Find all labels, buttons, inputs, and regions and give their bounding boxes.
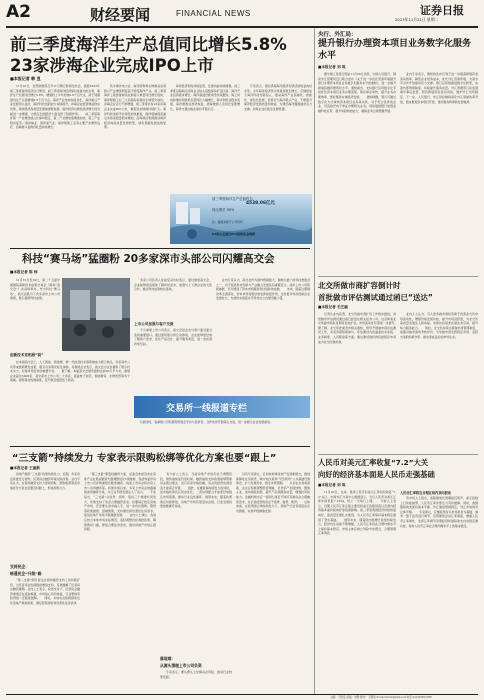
bottom-body-col1: 房地产融资“三支箭”政策持续发力。近期，多家房企获批发行债券，民营房企融资环境边际改善。业内专家认为，在保持融资支持力度的同时，限购松绑等需求端优化方案也需要及时跟上，形成政策合力。	[10, 472, 80, 490]
divider	[318, 276, 478, 277]
lead-headline: 前三季度海洋生产总值同比增长5.8%	[10, 35, 287, 54]
lead-body-col4: 专家表示，第四季度海洋经济有望延续恢复向好态势，全年海洋经济预计将保持稳定增长。应继续加大海洋科技创新投入，推动海洋产业高端化、智能化、绿色化发展，培育壮大海洋新兴产业，不断提升海洋经济发展质量和效益，为建设海洋强国提供有力支撑。涉海企业应抓住发展机遇。	[244, 84, 312, 111]
page-code: A2	[6, 2, 31, 22]
bottom-headline: “三支箭”持续发力 专家表示限购松绑等优化方案也要“跟上”	[12, 453, 277, 464]
bottom-body-col4: 另有专家建议，应加快构建房地产发展新模式，推进保障性住房建设、城中村改造和“平急两用”公共基础设施建设，扩大有效需求，稳定市场预期。 从房企自身角度看，企业应积极调整经营策略，优化资产负债结构，聚焦主业，加快销售回款，提升产品和服务质量，增强抗风险能力。金融机构也应一视同仁满足不同所有制房企合理融资需求，对正常经营的房企不惜贷、抽贷、断贷。 总体来看，在政策组合拳持续发力下，房地产行业有望逐步走出困境，实现平稳健康发展。	[236, 472, 310, 513]
bottom-body-col1b: “第二支箭”即民营企业债券融资支持工具持续扩容，为民营房企发债提供增信支持，有效缓解了民营房企融资难题。业内人士表示，政策支持下，民营房企融资渠道正在逐步畅通，市场信心有所恢复，行业整体风险得到一定程度缓释。 同时，多地也在积极探索优化房地产调控政策，满足居民刚性和改善性住房需求。	[10, 578, 80, 605]
center-body-col2: 多家公司负责人在接受采访时表示，通过参加高交会，企业能够更直观地了解市场需求，加强与上下游企业的交流合作，推动科技成果转化落地。	[134, 278, 212, 292]
story2-body-col1: 记者从业内获悉，北交所做市商扩容工作稳步推进，首批做市评估测试通过函已经送达相关证券公司。这意味着北交所做市商队伍即将迎来扩容，市场流动性有望进一步提升。 据了解，北交所此前发布相关通知，组织开展做市商评估测试工作，多家券商积极参与。评估测试内容涵盖技术系统、业务制度、人员配备等方面。通过测试的机构将按程序申请成为北交所做市商。	[318, 312, 396, 344]
chart-note-2: 64家企业通过IPO募集资金规模	[212, 232, 256, 236]
chart-growth: 同比增长 35%	[212, 208, 235, 212]
header-rule	[6, 26, 478, 28]
chart-value: 4538.06亿元	[246, 201, 275, 206]
chart-caption: 前三季度海洋生产总值约为	[212, 197, 253, 201]
sub-heading-2: 从源头清理上市公司负资	[160, 663, 202, 668]
sub-heading: 上市公司加强与客户交流	[134, 322, 174, 326]
footer-editor-line: 主编：于德良 责编：刘慧 制作：王敬涛 E-mail:zmzx@zqrb.net 电话 010-83251785	[330, 696, 432, 699]
lead-body-col3: 海洋经济韧性持续显现，发展动能持续增强。前三季度沿海地区涉海企业信心指数保持扩张区间，海洋产业投资稳步增长，海洋基础设施建设持续推进。海上风电新增并网装机容量同比大幅增长，海水利用业稳步发展，海洋旅游业加快恢复，滨海旅游人次同比显著增长。海洋交通运输业保持平稳运行。	[170, 84, 240, 111]
center-body-col3: 业内专家认为，高交会作为国内规模最大、影响力最广的科技类展会之一，对于促进科技创新与产业融合发展具有重要意义。深市上市公司积极参展，充分展现了资本市场服务科技创新的成效。 未来，随着注册制改革全面深化，资本市场将更好地发挥枢纽作用，支持更多科技创新企业发展壮大，为加快实现高水平科技自立自强贡献力量。	[216, 278, 310, 301]
banner	[134, 396, 310, 418]
story2-headline-2: 首批做市评估测试通过函已“送达”	[318, 293, 433, 302]
divider	[314, 28, 315, 694]
center-body-col1b: 在本届高交会上，人工智能、新能源、新一代信息技术等领域成为展示焦点。多家深市公司带来最新研发成果，吸引众多观众驻足体验。有参展企业表示，高交会为企业提供了展示技术实力、对接市场需求的重要平台。 据了解，本届高交会展览面积达到50万平方米，参展企业超过5000家，其中深市上市公司二十余家，涵盖电子信息、智能制造、生物医药等多个领域。现场观众热情高涨，签约项目数量创下新高。	[10, 360, 130, 383]
masthead: 证券日报	[420, 4, 464, 17]
bottom-byline: ■本报记者 王丽新	[10, 466, 40, 470]
center-body-col1: 11月15日至19日，第二十五届中国国际高新技术成果交易会（简称“高交会”）在深圳举办。作为科技“赛马场”，高交会吸引了众多深市上市公司参展，展示最新科技成果。	[10, 278, 60, 301]
center-body-col2b: 不少参展上市公司表示，高交会是企业与客户面对面交流的重要窗口。通过现场展示和互动体验，企业能够更好地了解客户需求，优化产品设计，提升服务质量，进一步拓展市场空间。	[134, 328, 212, 346]
center-body-col4: 与此同时，各参展公司积极利用展会平台与投资者、合作伙伴开展深入交流，进一步展示企业发展前景。	[134, 420, 273, 424]
lead-body-col2: 其中海洋电力业、海洋药物和生物制品业等新兴产业增速明显高于传统海洋产业。前三季度海洋工程装备制造业新接订单量同比增长较快，海洋船舶工业三大造船指标保持全球领先地位。涉海企业活力不断增强，前三季度共有23家涉海企业完成IPO上市，募集资金规模持续扩大。海洋科技创新平台建设加快推进，海洋领域国家重点实验室数量稳步增加。沿海地区积极推动海洋经济向高质量发展转型，绿色低碳发展成效显著。	[104, 84, 166, 130]
divider	[318, 454, 478, 455]
right-byline: ■本报记者 刘 琪	[318, 65, 346, 69]
story3-headline: 人民币对美元汇率收复“7.2”大关	[318, 458, 429, 467]
right-body-col2: 业内专家表示，通知的发布有利于进一步提高跨境资金流动效率，降低企业财务成本，优化外汇营商环境，为高水平对外开放提供有力支撑。银行应积极推进数字化转型，完善内部管理制度，持续提升服务质量。外汇管理部门将加强事中事后监管，防范跨境资金流动风险，维护外汇市场稳定。下一步，人民银行、外汇局将继续深化外汇领域改革开放，稳步推进资本项目开放，更好服务构建新发展格局。	[400, 72, 478, 104]
center-top-rule	[10, 248, 310, 249]
right-body-col1: 据中国人民银行网站11月20日消息，中国人民银行、国家外汇管理局近日联合发布《关于进一步优化营商环境提升银行办理资本项目业务数字化服务水平的通知》，进一步提升跨境投融资便利化水平。通知提出，支持银行运用数字化手段优化资本项目业务办理流程，简化单证审核，提升业务办理效率，更好服务实体经济发展。 通知明确，银行可通过数字化方式审核资本项目业务真实性，对于符合条件的企业，可直接凭电子单证办理相关业务。同时鼓励银行加强金融科技应用，提升风险防控能力，确保业务合规稳健开展。	[318, 72, 396, 113]
chart-note: 注：数据来源于公开资料	[212, 220, 243, 224]
banner-text: 交易所一线报道专栏	[166, 404, 248, 414]
story2-byline: ■本报记者 毛艺融	[318, 305, 348, 309]
right-kicker: 央行、外汇局：	[318, 32, 357, 38]
story3-byline: ■本报记者 刘 琪	[318, 483, 346, 487]
bottom-top-rule	[10, 446, 310, 447]
sub-heading: 落地难：	[160, 656, 176, 661]
center-byline: ■本报记者 陈 炜	[10, 270, 38, 274]
story2-headline: 北交所做市商扩容倒计时	[318, 281, 401, 290]
right-headline	[318, 38, 478, 62]
section-title: 财经要闻	[90, 6, 151, 24]
section-title-en: FINANCIAL NEWS	[176, 9, 251, 18]
sub-heading-2: 畅通民企“升级”路	[10, 571, 42, 576]
lead-chart	[170, 194, 312, 244]
story3-headline-2: 向好的经济基本面是人民币走强基础	[318, 470, 435, 479]
story3-sub: 人民币汇率将在合理区间内双向波动	[400, 491, 451, 495]
story3-body-col2: 有市场人士指出，美联储加息周期接近尾声，美元指数上行动能减弱，人民币汇率外部压力有所缓解。同时，我国国际收支保持基本平衡，外汇储备规模稳定，外汇市场供求总体平衡。 专家建议，应继续坚持以市场供求为基础、参考一篮子货币进行调节、有管理的浮动汇率制度，增强人民币汇率弹性，发挥汇率调节宏观经济和国际收支自动稳定器功能，保持人民币汇率在合理均衡水平上的基本稳定。	[400, 496, 478, 528]
date-line: 2023年11月21日 星期二	[395, 17, 439, 22]
story3-body-col1: 11月20日，在岸、离岸人民币对美元汇率双双收复“7.2”关口。中国外汇交易中心数据显示，当日人民币对美元汇率中间价报7.1254，较上一交易日上调。 分析人士表示，近期人民币汇率走强主要受到美元指数回落以及国内经济基本面持续向好等因素影响。前三季度我国经济持续恢复向好，高质量发展扎实推进，为人民币汇率保持基本稳定提供了坚实基础。 展望未来，随着国内稳增长政策持续发力，经济内生动能不断增强，人民币汇率将在合理均衡水平上保持基本稳定。市场主体应树立风险中性理念，合理管理汇率风险。	[318, 490, 396, 536]
sub-heading: 创新技术竞相展“锐”	[10, 353, 44, 357]
right-headline-text: 提升银行办理资本项目业务数字化服务水平	[318, 39, 472, 61]
center-photo	[62, 278, 130, 351]
center-headline: 科技“赛马场”猛圈粉 20多家深市头部公司闪耀高交会	[22, 253, 275, 265]
lead-byline: ■本报记者 韩 昱	[10, 76, 41, 81]
sub-heading: 支持民企：	[10, 564, 29, 569]
bottom-body-col2: “第三支箭”即股权融资方面，证监会此前宣布在房地产企业股权融资方面调整优化5项措施，包括恢复涉房上市公司并购重组及配套融资、恢复上市房企和涉房上市公司再融资等。政策实施以来，多家上市房企披露重组或再融资方案，为行业平稳发展注入了活力。 专家指出，“三支箭”从信贷、债券、股权三个渠道共同发力，有效支持了房企合理融资需求，但要真正稳定房地产市场，还需要从需求端入手，进一步优化限购、限贷等政策措施，因城施策，支持刚性和改善性住房需求，促进房地产市场平稳健康发展。 业内人士建议，各地应结合本地市场实际情况，适时调整优化调控政策，降低购房门槛，释放合理住房需求，推动房地产市场止跌回稳。	[84, 472, 156, 532]
chart-building	[176, 202, 188, 224]
story2-body-col2: 业内人士认为，引入更多做市商将有助于改善北交所市场流动性，增强价格发现功能，提升市场活跃度，为北交所高质量发展注入新动能。券商也将借此拓展业务空间，提升综合服务能力。 同时，北交所持续完善做市商管理制度，加强对做市商的考核评价，引导做市商发挥稳定市场、活跃交易的积极作用，推动形成良好的市场生态。	[400, 312, 478, 339]
bottom-body-col3b: 专家表示，要从源头上化解房企风险，推动行业转型发展。	[160, 670, 232, 679]
lead-body-col1: 11月20日，自然资源部召开11月例行新闻发布会，通报2023年前三季度海洋经济运行情况。前三季度海洋经济保持恢复向好态势，海洋生产总值同比增长5.8%，增速较上半年加快0.6个百分点，高于同期国内生产总值增速0.6个百分点。海洋产业结构持续优化，海洋新兴产业发展势头良好，海洋科技创新能力持续提升，涉海企业经营效益稳步改善，海洋经济高质量发展取得新进展。海洋经济对国民经济增长的贡献进一步增强，为稳定全国经济大盘发挥了积极作用。 前三季度海洋第一产业增加值占比保持稳定，第二产业增加值增速加快，第三产业稳步复苏。海洋渔业、海洋油气业、海洋船舶工业等主要产业增势良好，沿海港口货物吞吐量持续增长。	[10, 84, 100, 130]
lead-headline-2: 23家涉海企业完成IPO上市	[10, 56, 214, 75]
bottom-body-col3: 有分析人士表示，当前房地产市场仍处于调整阶段，销售端恢复仍需时间。融资端的支持政策能够帮助房企渡过难关，但只有需求端回暖，房企的经营性现金流才能真正改善。 因此，在融资端持续发力的同时，需求端政策也应同步优化，二者协同配合才能更好地稳定市场预期，推动行业良性循环。展望未来，随着政策效应持续释放，房地产市场有望逐步企稳，行业发展将更加健康可持续。	[160, 472, 232, 509]
